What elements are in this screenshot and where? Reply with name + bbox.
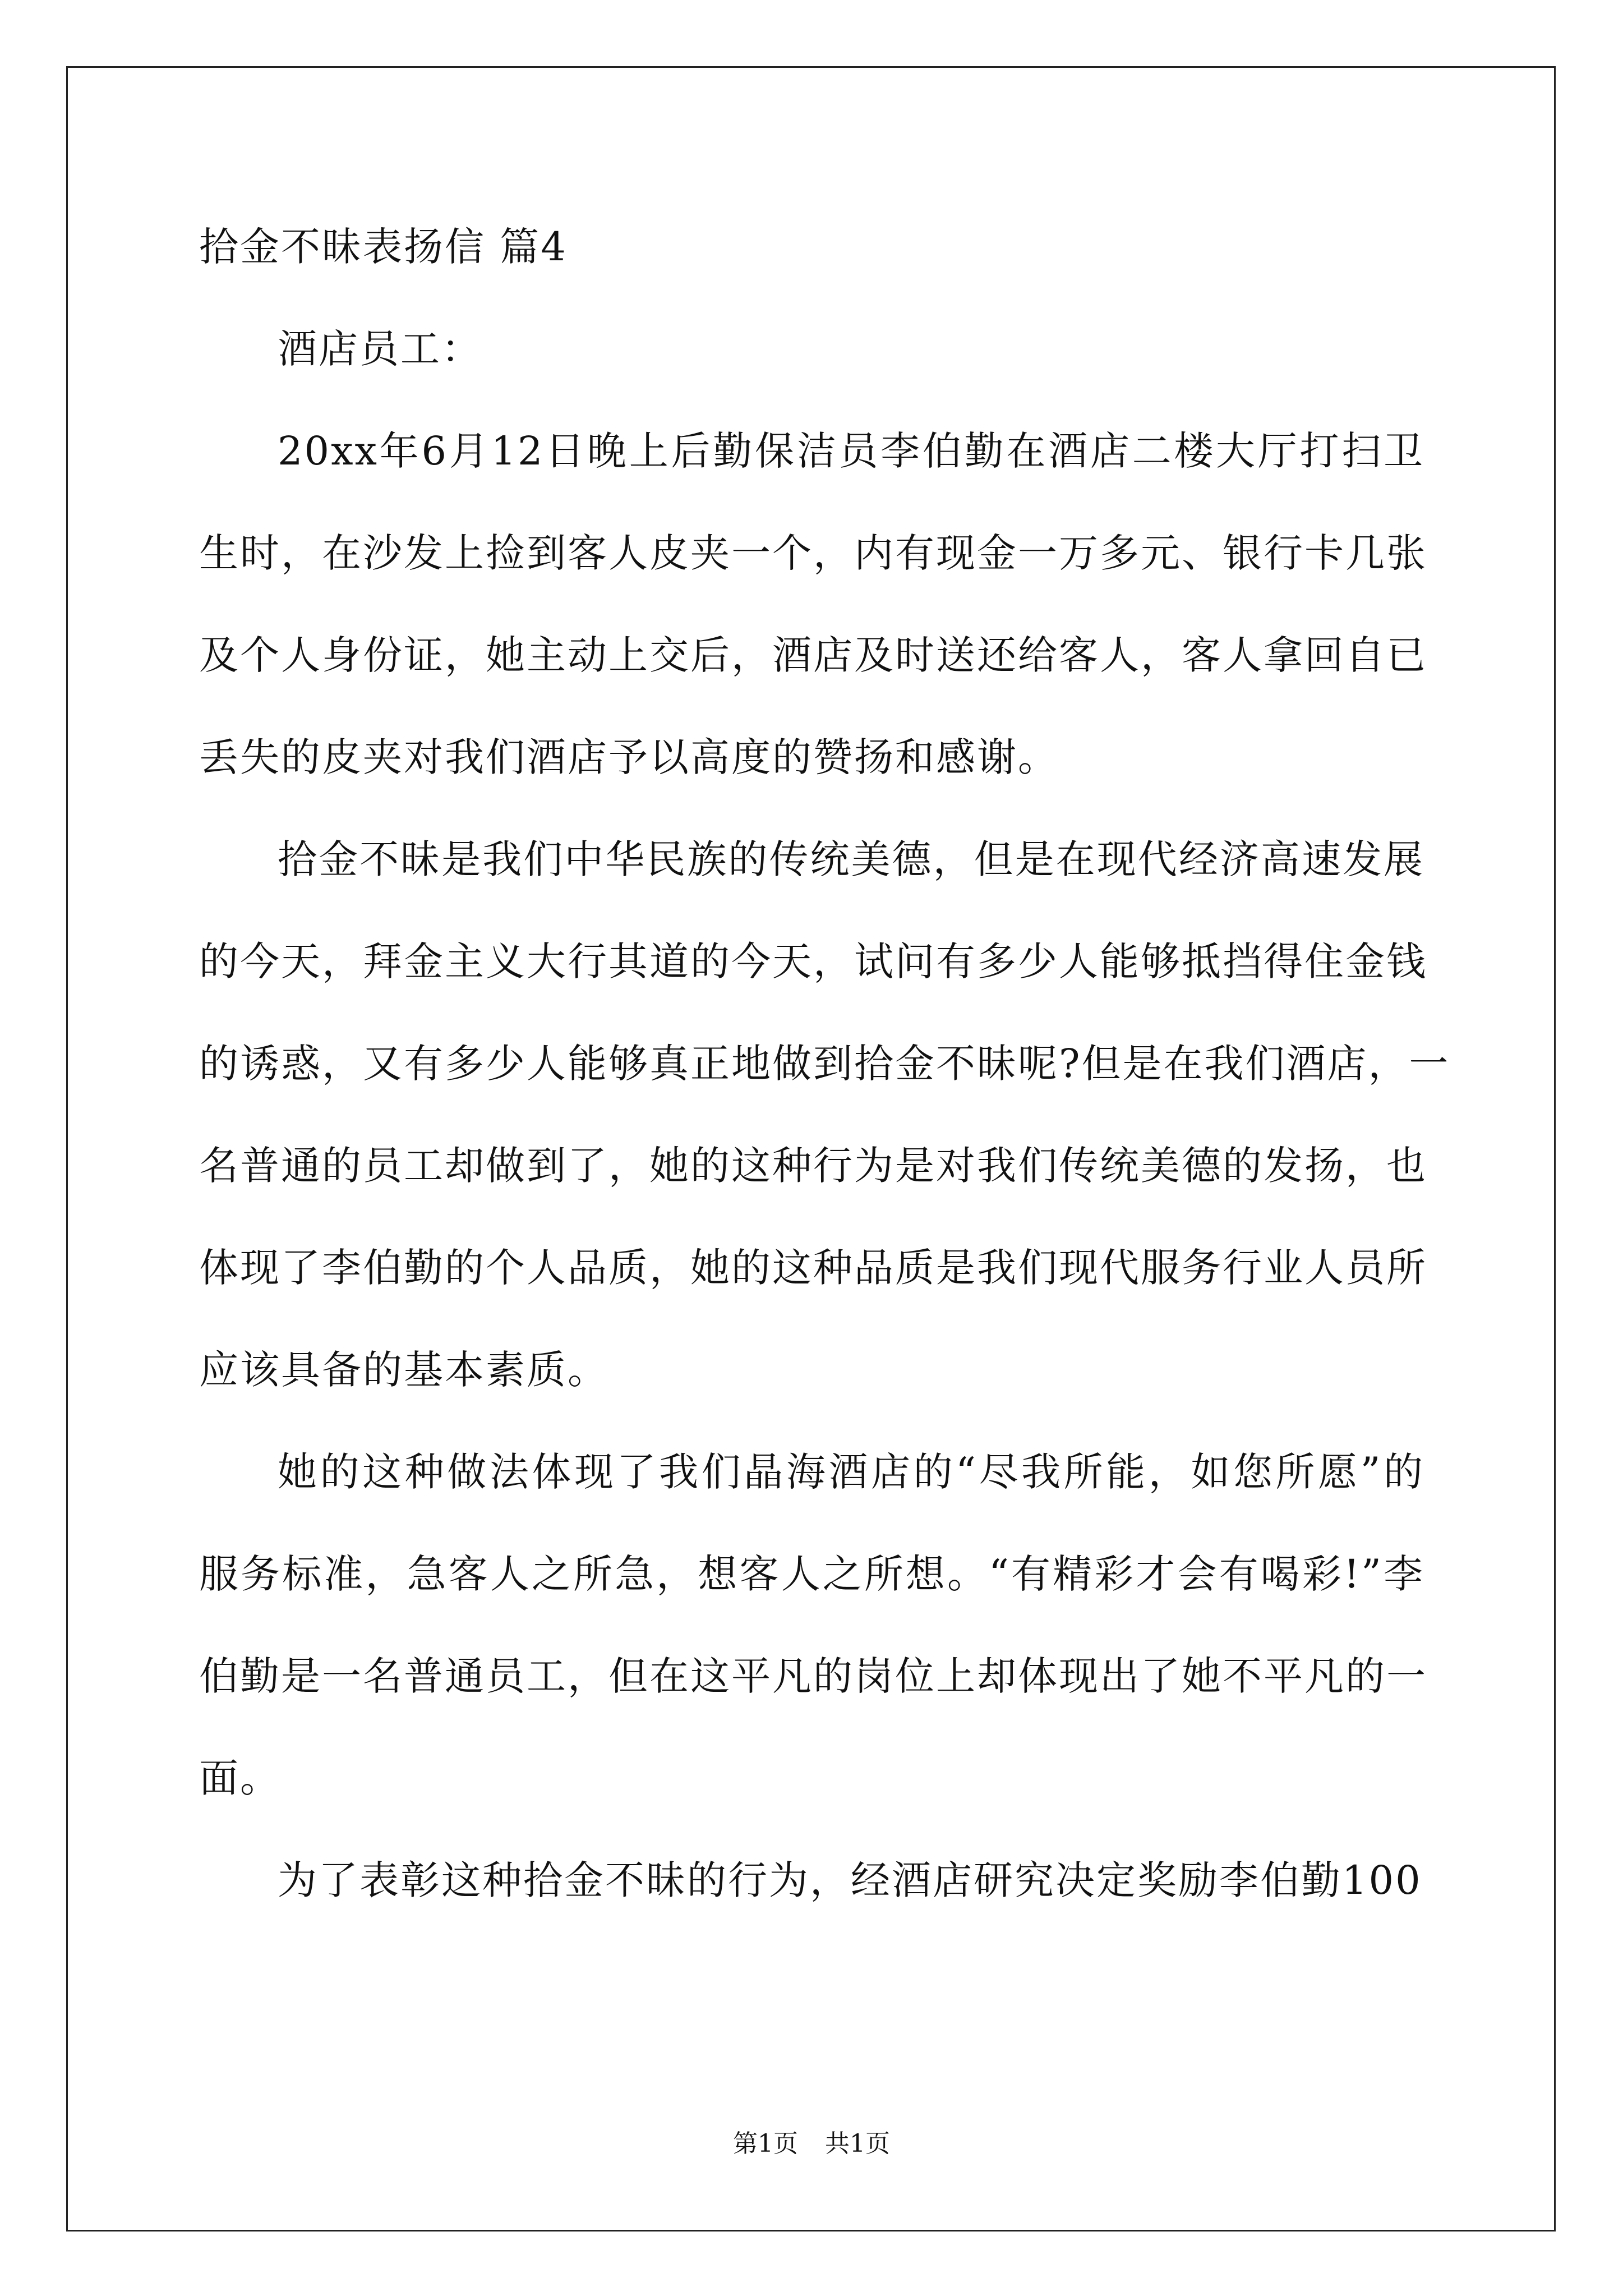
paragraph-line: 她的这种做法体现了我们晶海酒店的“尽我所能，如您所愿”的 [278,1449,1424,1495]
document-body [199,222,1450,1957]
document-title: 拾金不昧表扬信 篇4 [199,224,568,270]
page-number: 第1页 [733,2129,798,2158]
paragraph-line: 的今天，拜金主义大行其道的今天，试问有多少人能够抵挡得住金钱 [199,938,1427,984]
paragraph-line: 服务标准，急客人之所急，想客人之所想。“有精彩才会有喝彩!”李 [199,1551,1424,1597]
paragraph-1 [199,426,1427,783]
paragraph-line: 面。 [199,1755,281,1801]
paragraph-line: 20xx年6月12日晚上后勤保洁员李伯勤在酒店二楼大厅打扫卫 [278,428,1424,474]
paragraph-line: 的诱惑，又有多少人能够真正地做到拾金不昧呢?但是在我们酒店，一 [199,1041,1450,1087]
paragraph-line: 名普通的员工却做到了，她的这种行为是对我们传统美德的发扬，也 [199,1143,1427,1189]
paragraph-4 [199,1855,1424,1906]
salutation: 酒店员工： [278,326,482,372]
page-footer [0,2127,1623,2161]
page-total: 共1页 [825,2129,890,2158]
paragraph-line: 为了表彰这种拾金不昧的行为，经酒店研究决定奖励李伯勤100 [278,1857,1422,1903]
paragraph-line: 丢失的皮夹对我们酒店予以高度的赞扬和感谢。 [199,734,1059,780]
paragraph-line: 体现了李伯勤的个人品质，她的这种品质是我们现代服务行业人员所 [199,1245,1427,1291]
paragraph-line: 应该具备的基本素质。 [199,1347,608,1393]
paragraph-line: 伯勤是一名普通员工，但在这平凡的岗位上却体现出了她不平凡的一 [199,1653,1427,1699]
paragraph-3 [199,1447,1427,1803]
paragraph-line: 生时，在沙发上捡到客人皮夹一个，内有现金一万多元、银行卡几张 [199,530,1427,576]
paragraph-line: 拾金不昧是我们中华民族的传统美德，但是在现代经济高速发展 [278,836,1424,882]
paragraph-2 [199,834,1450,1395]
paragraph-line: 及个人身份证，她主动上交后，酒店及时送还给客人，客人拿回自已 [199,632,1427,678]
